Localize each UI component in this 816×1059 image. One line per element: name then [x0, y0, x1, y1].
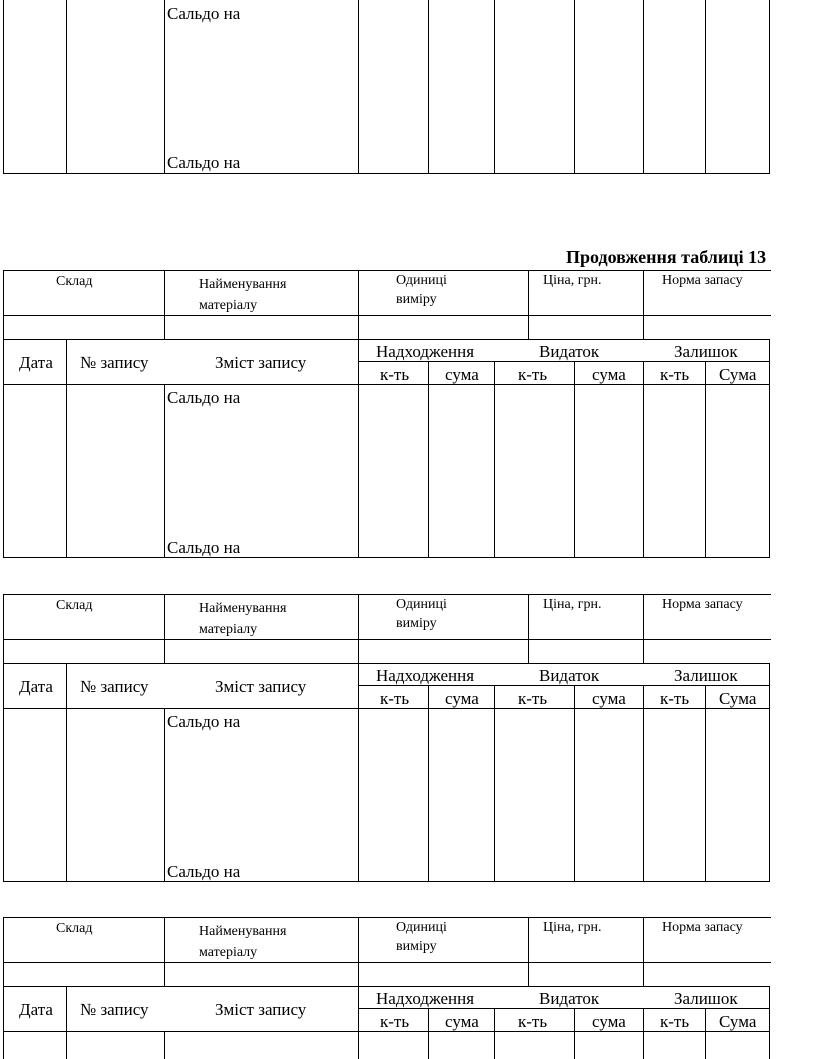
qty-header: к-ть [518, 689, 548, 708]
material-name-label-2: матеріалу [199, 945, 258, 960]
outgo-header: Видаток [539, 342, 600, 361]
price-label: Ціна, грн. [543, 597, 602, 612]
continuation-title: Продовження таблиці 13 [566, 247, 767, 267]
sum-header: сума [445, 689, 479, 708]
date-header: Дата [19, 1000, 53, 1019]
material-name-label-2: матеріалу [199, 622, 258, 637]
unit-label: Одиниці [396, 597, 447, 612]
outgo-header: Видаток [539, 989, 600, 1008]
qty-header: к-ть [660, 1012, 690, 1031]
norm-label: Норма запасу [662, 920, 743, 935]
date-header: Дата [19, 353, 53, 372]
unit-label-2: виміру [396, 616, 437, 631]
record-no-header: № запису [80, 677, 149, 696]
sum-header: сума [445, 365, 479, 384]
saldo-close-label: Сальдо на [167, 862, 241, 881]
balance-header: Залишок [674, 989, 738, 1008]
price-label: Ціна, грн. [543, 273, 602, 288]
content-header: Зміст запису [215, 1000, 307, 1019]
income-header: Надходження [376, 342, 475, 361]
qty-header: к-ть [380, 689, 410, 708]
outgo-header: Видаток [539, 666, 600, 685]
sum-header: сума [445, 1012, 479, 1031]
norm-label: Норма запасу [662, 273, 743, 288]
sum-header: сума [592, 689, 626, 708]
unit-label-2: виміру [396, 939, 437, 954]
qty-header: к-ть [660, 689, 690, 708]
material-name-label: Найменування [199, 924, 287, 939]
income-header: Надходження [376, 666, 475, 685]
saldo-open-label: Сальдо на [167, 388, 241, 407]
unit-label: Одиниці [396, 920, 447, 935]
qty-header: к-ть [518, 1012, 548, 1031]
stock-card-table [0, 917, 816, 1059]
stock-card-table [0, 270, 816, 560]
unit-label-2: виміру [396, 292, 437, 307]
record-no-header: № запису [80, 353, 149, 372]
income-header: Надходження [376, 989, 475, 1008]
stock-card-table [0, 594, 816, 884]
unit-label: Одиниці [396, 273, 447, 288]
content-header: Зміст запису [215, 353, 307, 372]
content-header: Зміст запису [215, 677, 307, 696]
sum-header: Сума [719, 1012, 757, 1031]
saldo-close-label: Сальдо на [167, 538, 241, 557]
material-name-label: Найменування [199, 601, 287, 616]
qty-header: к-ть [380, 365, 410, 384]
material-name-label-2: матеріалу [199, 298, 258, 313]
price-label: Ціна, грн. [543, 920, 602, 935]
record-no-header: № запису [80, 1000, 149, 1019]
sum-header: сума [592, 365, 626, 384]
norm-label: Норма запасу [662, 597, 743, 612]
balance-header: Залишок [674, 342, 738, 361]
qty-header: к-ть [380, 1012, 410, 1031]
sklad-label: Склад [56, 598, 93, 613]
sklad-label: Склад [56, 921, 93, 936]
qty-header: к-ть [660, 365, 690, 384]
saldo-open-label: Сальдо на [167, 712, 241, 731]
balance-header: Залишок [674, 666, 738, 685]
top-partial-table [0, 0, 816, 176]
date-header: Дата [19, 677, 53, 696]
sum-header: Сума [719, 689, 757, 708]
sklad-label: Склад [56, 274, 93, 289]
qty-header: к-ть [518, 365, 548, 384]
saldo-close-label: Сальдо на [167, 153, 241, 172]
sum-header: сума [592, 1012, 626, 1031]
sum-header: Сума [719, 365, 757, 384]
saldo-open-label: Сальдо на [167, 4, 241, 23]
material-name-label: Найменування [199, 277, 287, 292]
